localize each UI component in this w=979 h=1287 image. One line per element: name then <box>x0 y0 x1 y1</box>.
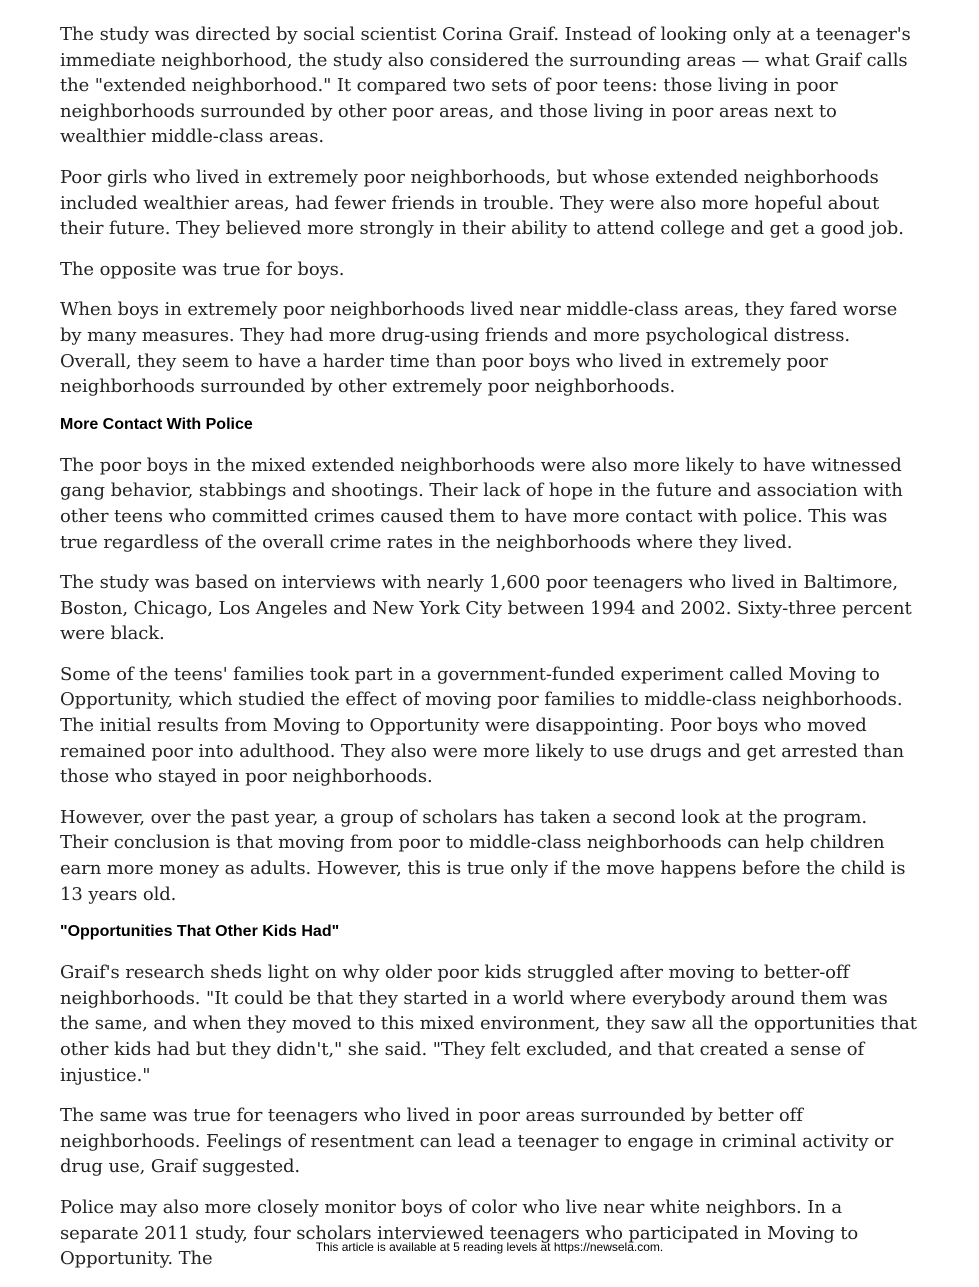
paragraph-second-look: However, over the past year, a group of scholars has taken a second look at the program. Their conclusion is that moving from poor to middle-class neighborhoods can help children earn more money as adults. However, this is true only if the move happens before the child is 13 years old. <box>60 806 906 905</box>
paragraph-boys-fared-worse: When boys in extremely poor neighborhoods lived near middle-class areas, they fared worse by many measures. They had more drug-using friends and more psychological distress. Overall, they seem to have a harder time than poor boys who lived in extremely poor neighborhoods surrounded by other extremely poor neighborhoods. <box>60 299 898 398</box>
section-heading-opportunities: "Opportunities That Other Kids Had" <box>60 923 340 941</box>
paragraph-poor-girls: Poor girls who lived in extremely poor neighborhoods, but whose extended neighborhoods included wealthier areas, had fewer friends in trouble. They were also more hopeful about their future. They believed more strongly in their ability to attend college and get a good job. <box>60 166 904 240</box>
page-footer: This article is available at 5 reading levels at https://newsela.com. <box>315 1240 664 1254</box>
paragraph-resentment: The same was true for teenagers who lived in poor areas surrounded by better off neighborhoods. Feelings of resentment can lead a teenager to engage in criminal activity or drug use, Graif suggested. <box>60 1105 894 1178</box>
paragraph-police-monitor: Police may also more closely monitor boys of color who live near white neighbors. In a separate 2011 study, four scholars interviewed teenagers who participated in Moving to Opportunity. The <box>60 1196 859 1270</box>
paragraph-study-interviews: The study was based on interviews with nearly 1,600 poor teenagers who lived in Baltimore, Boston, Chicago, Los Angeles and New York City between 1994 and 2002. Sixty-three percent were black. <box>60 572 912 645</box>
paragraph-opposite-boys: The opposite was true for boys. <box>60 258 345 280</box>
paragraph-moving-to-opportunity: Some of the teens' families took part in a government-funded experiment called Moving to Opportunity, which studied the effect of moving poor families to middle-class neighborhoods. The initial results from Moving to Opportunity were disappointing. Poor boys who moved remained poor into adulthood. They also were more likely to use drugs and get arrested than those who stayed in poor neighborhoods. <box>60 663 905 788</box>
section-heading-police: More Contact With Police <box>60 415 253 433</box>
paragraph-gang-behavior: The poor boys in the mixed extended neighborhoods were also more likely to have witnessed gang behavior, stabbings and shootings. Their lack of hope in the future and association with other teens who committed crimes caused them to have more contact with police. This was true regardless of the overall crime rates in the neighborhoods where they lived. <box>60 454 903 553</box>
paragraph-study-directed: The study was directed by social scientist Corina Graif. Instead of looking only at a teenager's immediate neighborhood, the study also considered the surrounding areas — what Graif calls the "extended neighborhood." It compared two sets of poor teens: those living in poor neighborhoods surrounded by other poor areas, and those living in poor areas next to wealthier middle-class areas. <box>60 24 911 148</box>
article-body <box>60 22 920 1287</box>
paragraph-graif-research: Graif's research sheds light on why older poor kids struggled after moving to better-off neighborhoods. "It could be that they started in a world where everybody around them was the same, and when they moved to this mixed environment, they saw all the opportunities that other kids had but they didn't," she said. "They felt excluded, and that created a sense of injustice." <box>60 962 917 1086</box>
